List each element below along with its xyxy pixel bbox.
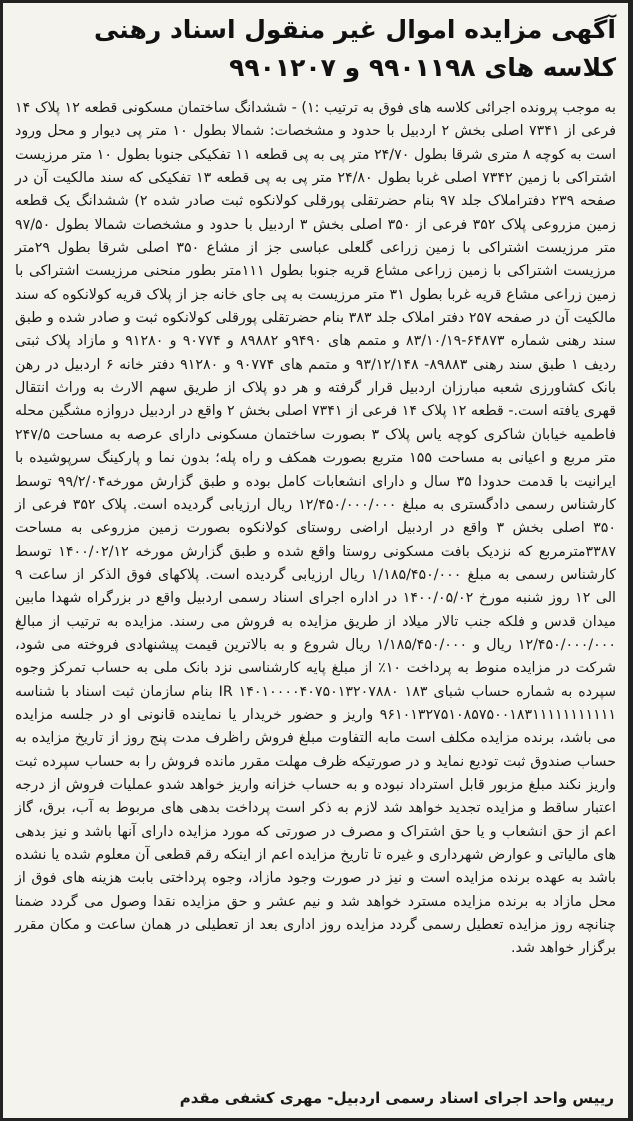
notice-body: به موجب پرونده اجرائی کلاسه های فوق به ترتیب :۱) - ششدانگ ساختمان مسکونی قطعه ۱۲ پلاک ۱۴ فرعی از ۷۳۴۱ اصلی بخش ۲ اردبیل با حدود و مشخصات: شمالا بطول ۱۰ متر پی دیوار و محل ورود است به کوچه ۸ متری شرقا بطول ۲۴/۷۰ متر پی به پی قطعه ۱۱ تفکیکی جنوبا بطول ۱۰ متر مرزیست اشتراکی با زمین ۷۳۴۲ اصلی غربا بطول ۲۴/۸۰ متر پی به پی قطعه ۱۳ تفکیکی که سند مالکیت آن در صفحه ۲۳۹ دفتراملاک جلد ۹۷ بنام حضرتقلی پورقلی کولانکوه ثبت صادر شده ۲) ششدانگ یک قطعه زمین مزروعی پلاک ۳۵۲ فرعی از ۳۵۰ اصلی بخش ۳ اردبیل با حدود و مشخصات شمالا بطول ۹۷/۵۰ متر مرزیست اشتراکی با زمین زراعی گلعلی عباسی جز از مشاع ۳۵۰ اصلی شرقا بطول ۲۹متر مرزیست اشتراکی با زمین زراعی مشاع قریه جنوبا بطول ۱۱۱متر بطور منحنی مرزیست اشتراکی با زمین زراعی مشاع قریه غربا بطول ۳۱ متر مرزیست به پی جای خانه جز از پلاک قریه کولانکوه که سند مالکیت آن در صفحه ۲۵۷ دفتر املاک جلد ۳۸۳ بنام حضرتقلی پورقلی کولانکوه ثبت و صادر شده و طبق سند رهنی شماره ۶۴۸۷۳-۸۳/۱۰/۱۹ و متمم های ۹۴۹۰و ۸۹۸۸۲ و ۹۰۷۷۴ و ۹۱۲۸۰ و مازاد پلاک ثبتی ردیف ۱ طبق سند رهنی ۸۹۸۸۳- ۹۳/۱۲/۱۴۸ و متمم های ۹۰۷۷۴ و ۹۱۲۸۰ دفتر خانه ۶ اردبیل در رهن بانک کشاورزی شعبه مبارزان اردبیل قرار گرفته و هر دو پلاک از طریق سهم الارث به وراث انتقال قهری یافته است.- قطعه ۱۲ پلاک ۱۴ فرعی از ۷۳۴۱ اصلی بخش ۲ واقع در اردبیل دروازه مشگین محله فاطمیه خیابان شاکری کوچه یاس پلاک ۳ بصورت ساختمان مسکونی دارای عرصه به مساحت ۲۴۷/۵ متر مربع و اعیانی به مساحت ۱۵۵ متربع بصورت همکف و راه پله؛ بدون نما و پارکینگ سرپوشیده با ایرانیت با قدمت حدودا ۳۵ سال و دارای انشعابات کامل بوده و طبق گزارش مورخه۹۹/۲/۰۴ توسط کارشناس رسمی دادگستری به مبلغ ۱۲/۴۵۰/۰۰۰/۰۰۰ ریال ارزیابی گردیده است. پلاک ۳۵۲ فرعی از ۳۵۰ اصلی بخش ۳ واقع در اردبیل اراضی روستای کولانکوه بصورت زمین مزروعی به مساحت ۳۳۸۷مترمربع که نزدیک بافت مسکونی روستا واقع شده و طبق گزارش مورخه ۱۴۰۰/۰۲/۱۲ توسط کارشناس رسمی به مبلغ ۱/۱۸۵/۴۵۰/۰۰۰ ریال ارزیابی گردیده است. پلاکهای فوق الذکر از ساعت ۹ الی ۱۲ روز شنبه مورخ ۱۴۰۰/۰۵/۰۲ در اداره اجرای اسناد رسمی اردبیل واقع در بزرگراه شهدا مابین میدان قدس و فلکه جنب تالار میلاد از طریق مزایده به فروش می رسند. مزایده به ترتیب از مبالغ ۱۲/۴۵۰/۰۰۰/۰۰۰ ریال و ۱/۱۸۵/۴۵۰/۰۰۰ ریال شروع و به بالاترین قیمت پیشنهادی فروخته می شود، شرکت در مزایده منوط به پرداخت ۱۰٪ از مبلغ پایه کارشناسی نزد بانک ملی به حساب تمرکز وجوه سپرده به شماره حساب شبای ۱۸۳ IR ۱۴۰۱۰۰۰۰۴۰۷۵۰۱۳۲۰۷۸۸۰ بنام سازمان ثبت اسناد با شناسه ۹۶۱۰۱۳۲۷۵۱۰۸۵۷۵۰۰۱۸۳۱۱۱۱۱۱۱۱۱۱۱ واریز و حضور خریدار یا نماینده قانونی او در جلسه مزایده می باشد، برنده مزایده مکلف است مابه التفاوت مبلغ فروش راظرف مدت پنج روز از تاریخ مزایده به حساب صندوق ثبت تودیع نماید و در صورتیکه ظرف مهلت مقرر مانده فروش را به حساب سپرده ثبت واریز نکند مبلغ مزبور قابل استرداد نبوده و به حساب خزانه واریز خواهد شدو عملیات فروش از درجه اعتبار ساقط و مزایده تجدید خواهد شد لازم به ذکر است پرداخت بدهی های مربوط به آب، برق، گاز اعم از حق انشعاب و یا حق اشتراک و مصرف در صورتی که مورد مزایده دارای آنها باشد و نیز بدهی های مالیاتی و عوارض شهرداری و غیره تا تاریخ مزایده اعم از اینکه رقم قطعی آن معلوم شده یا نشده باشد به عهده برنده مزایده است و نیز در صورت وجود مازاد، وجوه پرداختی بابت هزینه های فوق از محل مازاد به برنده مزایده مسترد خواهد شد و نیم عشر و حق مزایده نقدا وصول می گردد ضمنا چنانچه روز مزایده تعطیل رسمی گردد مزایده روز اداری بعد از تعطیلی در همان ساعت و مکان مقرر برگزار خواهد شد. <box>15 100 617 957</box>
notice-title: آگهی مزایده اموال غیر منقول اسناد رهنی کلاسه های ۹۹۰۱۱۹۸ و ۹۹۰۱۲۰۷ <box>94 15 616 82</box>
notice-signature: رییس واحد اجرای اسناد رسمی اردبیل- مهری کشفی مقدم <box>179 1089 614 1107</box>
